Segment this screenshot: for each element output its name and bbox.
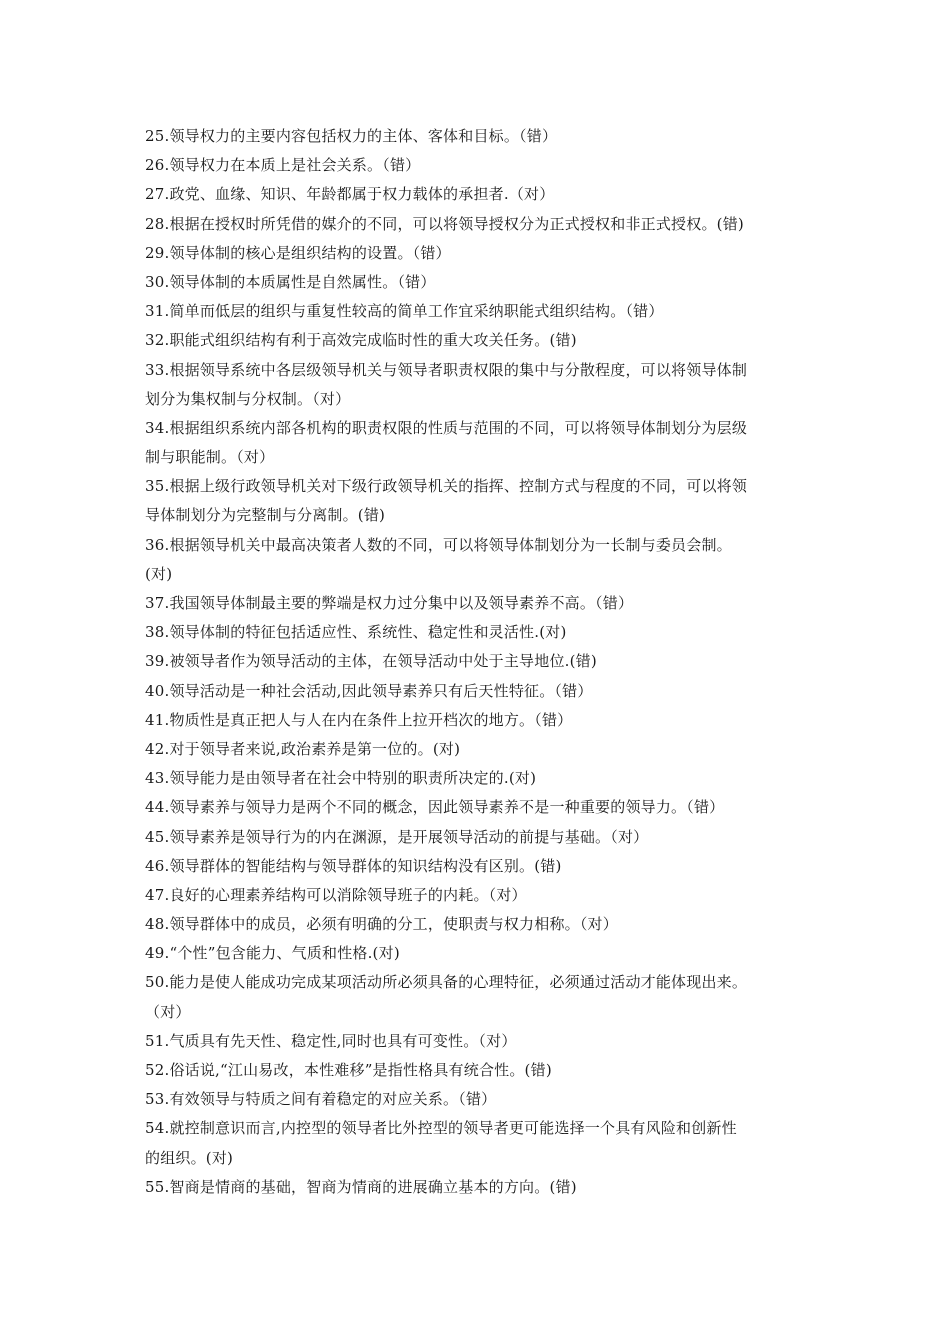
text-line: 32.职能式组织结构有利于高效完成临时性的重大攻关任务。(错) <box>145 331 577 350</box>
text-line: (对) <box>145 564 173 583</box>
text-line: 46.领导群体的智能结构与领导群体的知识结构没有区别。(错) <box>145 856 562 875</box>
text-line: 27.政党、血缘、知识、年龄都属于权力载体的承担者.（对） <box>145 185 555 204</box>
text-line: 42.对于领导者来说,政治素养是第一位的。(对) <box>145 739 461 758</box>
text-line: 划分为集权制与分权制。（对） <box>145 389 351 408</box>
text-line: 49.“个性”包含能力、气质和性格.(对) <box>145 944 400 963</box>
text-line: 50.能力是使人能成功完成某项活动所必须具备的心理特征，必须通过活动才能体现出来。 <box>145 973 748 992</box>
text-line: 制与职能制。（对） <box>145 448 275 467</box>
text-line: 44.领导素养与领导力是两个不同的概念，因此领导素养不是一种重要的领导力。（错） <box>145 798 725 817</box>
text-line: 38.领导体制的特征包括适应性、系统性、稳定性和灵活性.(对) <box>145 623 567 642</box>
text-line: 导体制划分为完整制与分离制。(错) <box>145 506 386 525</box>
text-line: 43.领导能力是由领导者在社会中特别的职责所决定的.(对) <box>145 769 537 788</box>
text-line: 53.有效领导与特质之间有着稳定的对应关系。（错） <box>145 1090 497 1109</box>
text-line: 51.气质具有先天性、稳定性,同时也具有可变性。（对） <box>145 1031 517 1050</box>
text-line: 52.俗话说,“江山易改，本性难移”是指性格具有统合性。(错) <box>145 1061 552 1079</box>
text-line: 39.被领导者作为领导活动的主体，在领导活动中处于主导地位.(错) <box>145 652 597 671</box>
text-line: 25.领导权力的主要内容包括权力的主体、客体和目标。（错） <box>145 127 558 145</box>
text-line: 48.领导群体中的成员，必须有明确的分工，使职责与权力相称。（对） <box>145 915 618 934</box>
text-line: 28.根据在授权时所凭借的媒介的不同，可以将领导授权分为正式授权和非正式授权。(错) <box>145 214 744 233</box>
text-line: 35.根据上级行政领导机关对下级行政领导机关的指挥、控制方式与程度的不同，可以将领 <box>145 477 748 496</box>
text-line: 的组织。(对) <box>145 1148 234 1167</box>
text-line: 29.领导体制的核心是组织结构的设置。（错） <box>145 243 451 262</box>
text-line: 41.物质性是真正把人与人在内在条件上拉开档次的地方。（错） <box>145 710 573 729</box>
text-line: 40.领导活动是一种社会活动,因此领导素养只有后天性特征。（错） <box>145 681 593 700</box>
text-line: 47.良好的心理素养结构可以消除领导班子的内耗。（对） <box>145 885 527 904</box>
text-line: 30.领导体制的本质属性是自然属性。（错） <box>145 272 436 291</box>
text-line: 31.简单而低层的组织与重复性较高的简单工作宜采纳职能式组织结构。（错） <box>145 302 664 321</box>
text-line: 45.领导素养是领导行为的内在渊源，是开展领导活动的前提与基础。（对） <box>145 827 649 846</box>
text-line: 26.领导权力在本质上是社会关系。（错） <box>145 156 421 175</box>
text-line: 36.根据领导机关中最高决策者人数的不同，可以将领导体制划分为一长制与委员会制。 <box>145 535 732 554</box>
text-line: 55.智商是情商的基础，智商为情商的进展确立基本的方向。(错) <box>145 1177 577 1196</box>
text-line: 37.我国领导体制最主要的弊端是权力过分集中以及领导素养不高。（错） <box>145 594 634 612</box>
text-line: 54.就控制意识而言,内控型的领导者比外控型的领导者更可能选择一个具有风险和创新性 <box>145 1119 737 1138</box>
text-line: 34.根据组织系统内部各机构的职责权限的性质与范围的不同，可以将领导体制划分为层级 <box>145 418 748 437</box>
text-line: 33.根据领导系统中各层级领导机关与领导者职责权限的集中与分散程度，可以将领导体制 <box>145 360 748 379</box>
question-list <box>145 122 810 1202</box>
text-line: （对） <box>145 1002 191 1021</box>
